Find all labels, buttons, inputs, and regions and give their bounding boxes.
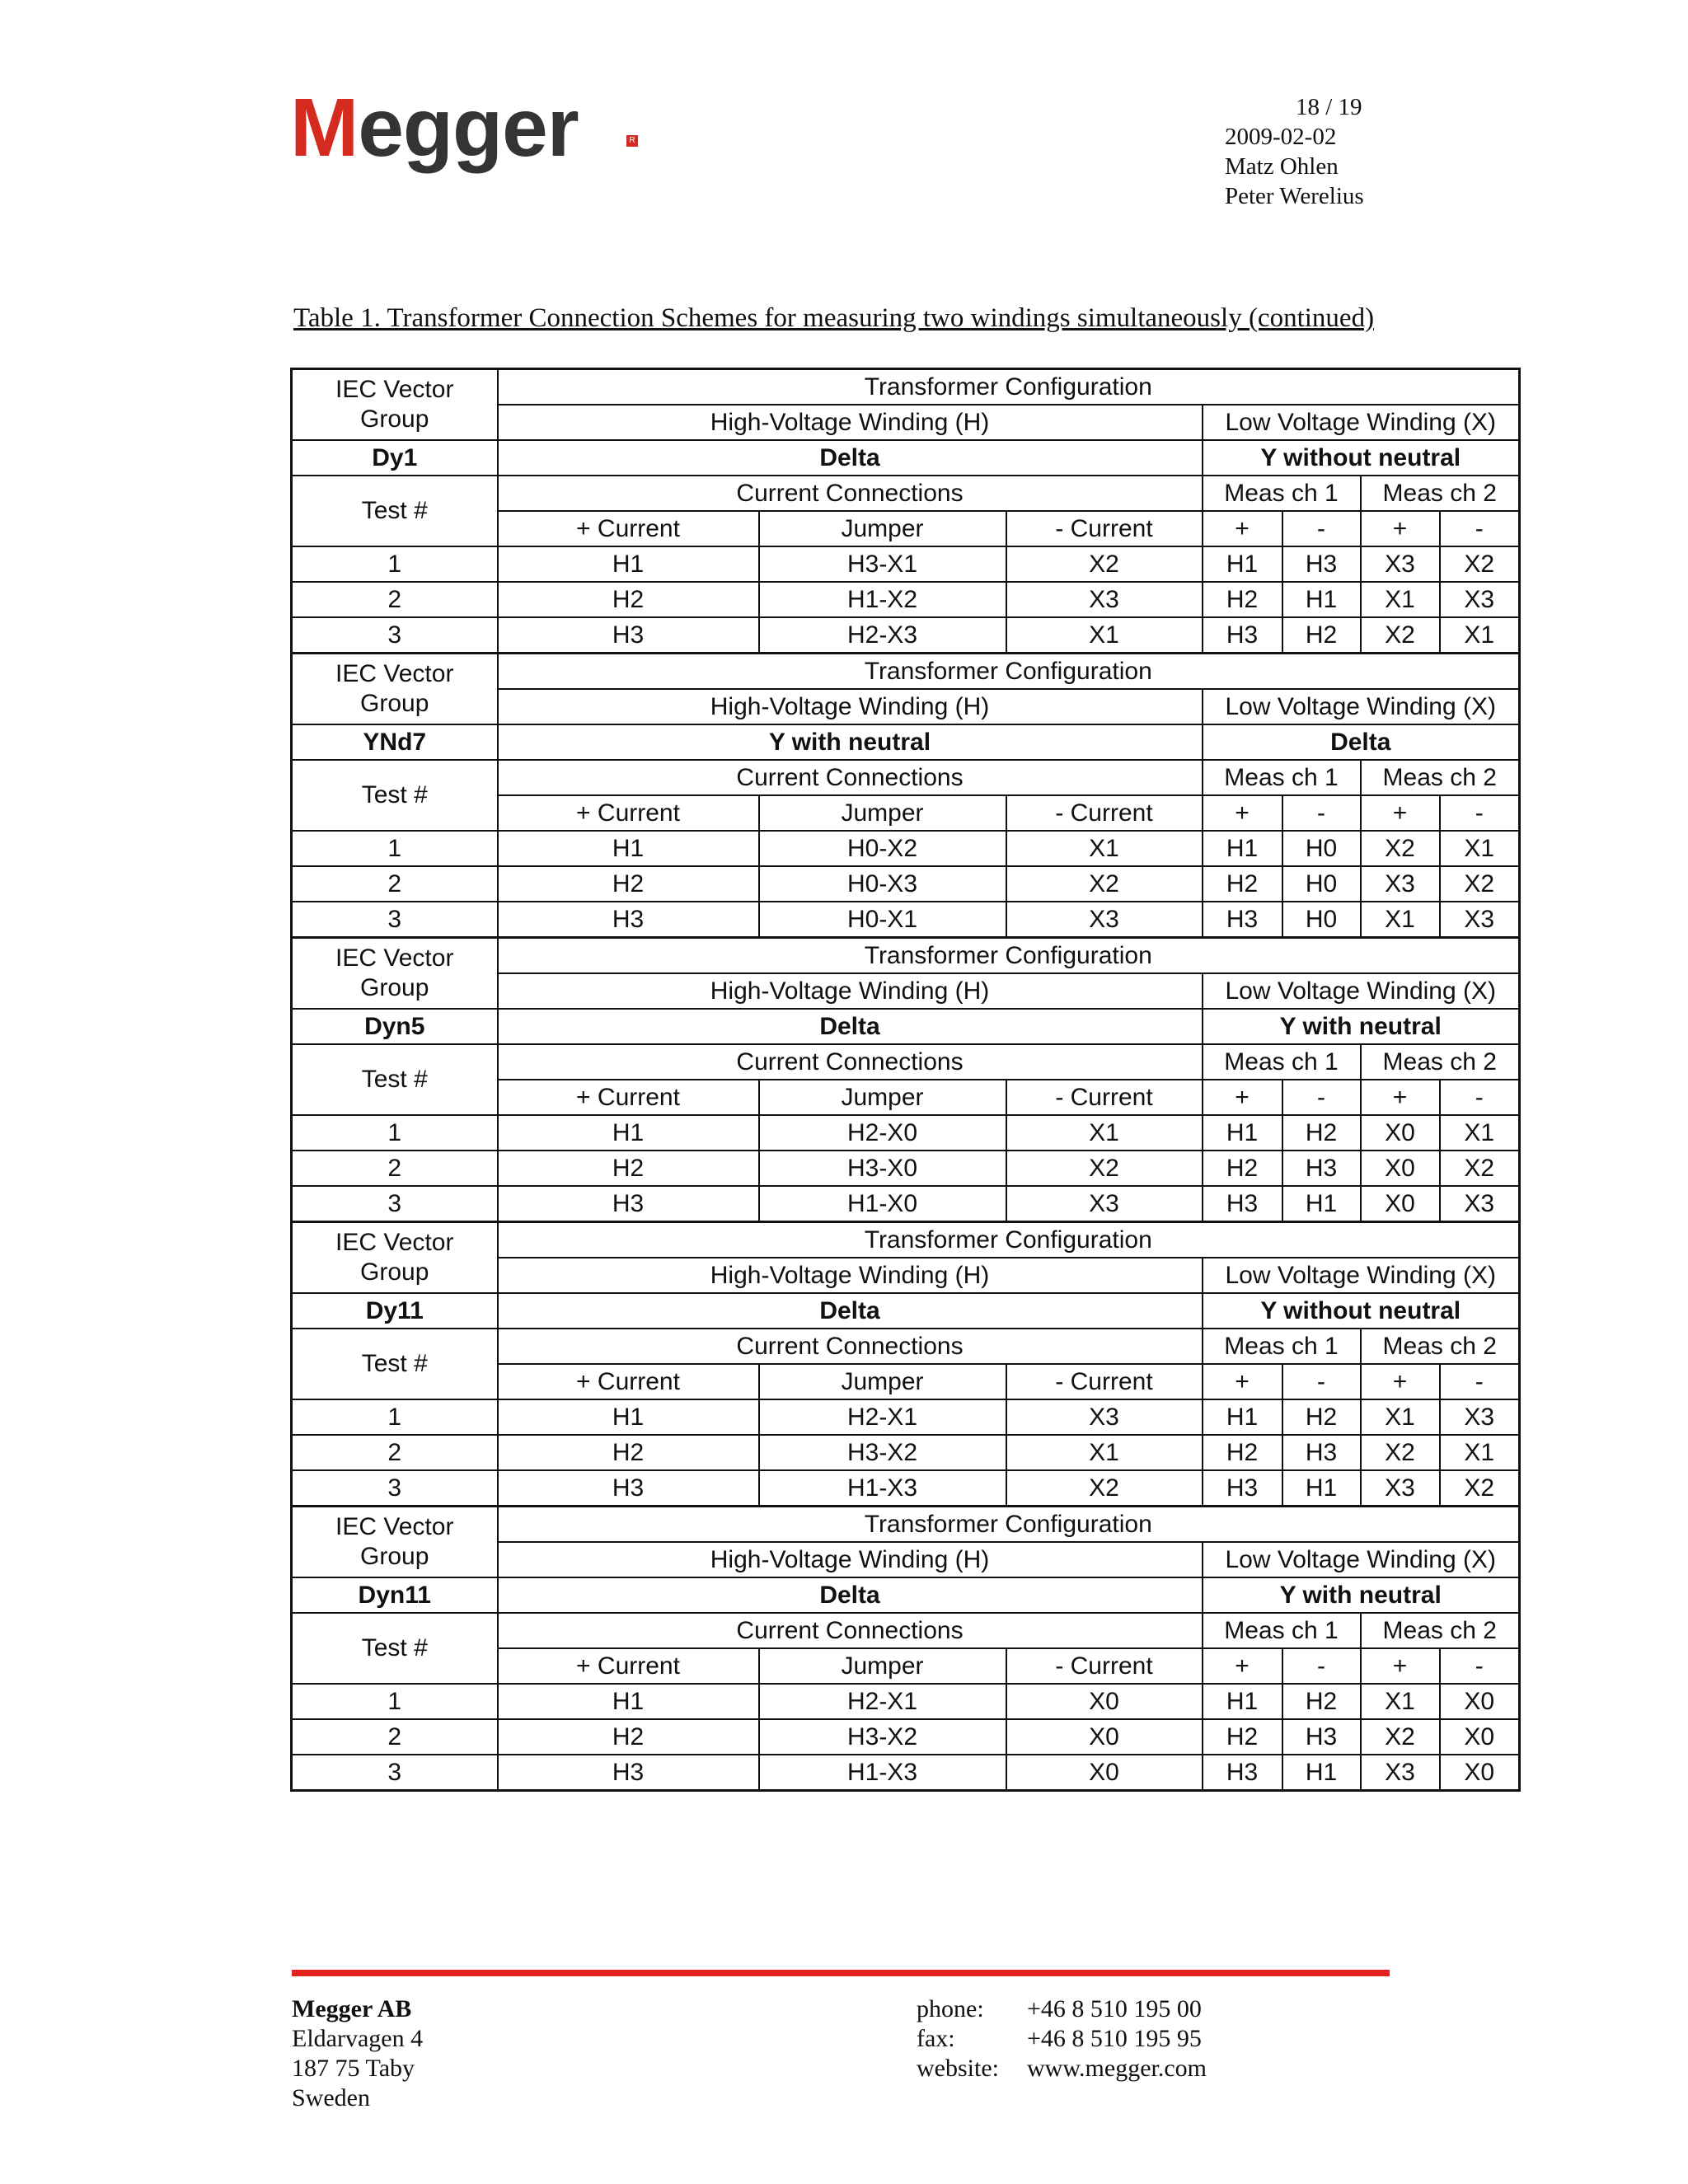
meas2-plus-header: + (1361, 511, 1440, 546)
fax-row (917, 2024, 1207, 2054)
table-cell: 1 (292, 1399, 498, 1435)
hv-winding-header: High-Voltage Winding (H) (498, 973, 1203, 1009)
megger-logo (290, 82, 653, 173)
table-row (292, 617, 1520, 654)
plus-current-header: + Current (498, 1080, 759, 1115)
table-cell: H3 (1203, 1470, 1282, 1507)
table-cell: H2 (498, 582, 759, 617)
phone-value: +46 8 510 195 00 (1027, 1995, 1202, 2022)
group-label-line2: Group (360, 1543, 429, 1570)
table-cell: X0 (1440, 1684, 1520, 1719)
table-cell: H1 (498, 831, 759, 866)
table-cell: H3 (498, 617, 759, 654)
hv-winding-type: Delta (498, 1009, 1203, 1044)
table-cell: H1-X3 (759, 1470, 1006, 1507)
hv-winding-type: Delta (498, 1577, 1203, 1613)
table-cell: H0 (1282, 866, 1361, 902)
table-cell: X2 (1440, 1151, 1520, 1186)
table-cell: X0 (1006, 1684, 1203, 1719)
fax-value: +46 8 510 195 95 (1027, 2025, 1202, 2052)
footer-address (292, 1994, 423, 2113)
table-cell: 3 (292, 1186, 498, 1222)
table-row (292, 654, 1520, 690)
table-row (292, 1329, 1520, 1364)
table-cell: H2 (1203, 582, 1282, 617)
table-cell: X3 (1006, 1186, 1203, 1222)
table-cell: X0 (1440, 1719, 1520, 1755)
table-row (292, 1222, 1520, 1258)
meas1-minus-header: - (1282, 795, 1361, 831)
phone-row (917, 1994, 1207, 2024)
table-cell: H2-X1 (759, 1399, 1006, 1435)
table-cell: H1 (1203, 831, 1282, 866)
table-cell: H3 (1282, 1719, 1361, 1755)
hv-winding-header: High-Voltage Winding (H) (498, 689, 1203, 724)
meas-ch1-header: Meas ch 1 (1203, 1044, 1361, 1080)
table-cell: H1 (1203, 1684, 1282, 1719)
plus-current-header: + Current (498, 1364, 759, 1399)
table-cell: H3 (1203, 1186, 1282, 1222)
group-label-line1: IEC Vector (335, 944, 454, 972)
footer-rule (292, 1970, 1390, 1976)
transformer-config-header: Transformer Configuration (498, 1222, 1520, 1258)
table-cell: X1 (1361, 1684, 1440, 1719)
table-cell: H2 (1282, 1684, 1361, 1719)
group-label-line2: Group (360, 405, 429, 433)
table-cell: X2 (1361, 1719, 1440, 1755)
fax-label: fax: (917, 2025, 955, 2052)
table-cell: 2 (292, 1435, 498, 1470)
table-caption: Table 1. Transformer Connection Schemes for measuring two windings simultaneously (continued) (293, 303, 1375, 333)
table-cell: X3 (1006, 902, 1203, 938)
table-cell: H3 (1282, 546, 1361, 582)
table-cell: H2 (1203, 1719, 1282, 1755)
jumper-header: Jumper (759, 1648, 1006, 1684)
group-label-line2: Group (360, 690, 429, 717)
hv-winding-type: Delta (498, 1293, 1203, 1329)
minus-current-header: - Current (1006, 795, 1203, 831)
table-row (292, 866, 1520, 902)
table-row (292, 1186, 1520, 1222)
jumper-header: Jumper (759, 511, 1006, 546)
table-cell: X0 (1361, 1151, 1440, 1186)
table-cell: X2 (1006, 1470, 1203, 1507)
table-row (292, 1435, 1520, 1470)
table-cell: X1 (1006, 1115, 1203, 1151)
table-cell: X2 (1440, 1470, 1520, 1507)
table-row (292, 476, 1520, 511)
meas-ch2-header: Meas ch 2 (1361, 1329, 1520, 1364)
table-cell: H3 (498, 1470, 759, 1507)
table-cell: 1 (292, 1115, 498, 1151)
table-row (292, 760, 1520, 795)
table-cell: X2 (1361, 617, 1440, 654)
meas1-plus-header: + (1203, 795, 1282, 831)
meas-ch1-header: Meas ch 1 (1203, 760, 1361, 795)
table-row (292, 1115, 1520, 1151)
phone-label: phone: (917, 1995, 984, 2022)
company-name: Megger AB (292, 1995, 412, 2022)
connection-table (290, 368, 1521, 1792)
table-cell: X1 (1361, 582, 1440, 617)
vector-group-value: YNd7 (292, 724, 498, 760)
group-label-line1: IEC Vector (335, 376, 454, 403)
table-cell: H3 (1282, 1151, 1361, 1186)
table-cell: X3 (1006, 1399, 1203, 1435)
current-connections-header: Current Connections (498, 476, 1203, 511)
header-meta (1225, 92, 1364, 211)
jumper-header: Jumper (759, 1080, 1006, 1115)
table-cell: H1 (1282, 1186, 1361, 1222)
table-row (292, 1470, 1520, 1507)
table-row (292, 1719, 1520, 1755)
current-connections-header: Current Connections (498, 1044, 1203, 1080)
meas1-plus-header: + (1203, 1364, 1282, 1399)
meas1-plus-header: + (1203, 1648, 1282, 1684)
lv-winding-type: Y without neutral (1203, 1293, 1520, 1329)
table-row (292, 938, 1520, 974)
table-cell: H2-X0 (759, 1115, 1006, 1151)
iec-vector-group-header (292, 369, 498, 441)
table-row (292, 1684, 1520, 1719)
table-row (292, 831, 1520, 866)
table-cell: X1 (1440, 1435, 1520, 1470)
table-cell: X1 (1440, 617, 1520, 654)
table-cell: X1 (1361, 1399, 1440, 1435)
street: Eldarvagen 4 (292, 2025, 424, 2052)
table-cell: 2 (292, 1151, 498, 1186)
table-cell: H0 (1282, 831, 1361, 866)
table-row (292, 1577, 1520, 1613)
table-cell: H3 (1282, 1435, 1361, 1470)
plus-current-header: + Current (498, 1648, 759, 1684)
table-cell: 2 (292, 866, 498, 902)
footer-contact (917, 1994, 1207, 2083)
transformer-config-header: Transformer Configuration (498, 1507, 1520, 1543)
table-cell: H0-X2 (759, 831, 1006, 866)
vector-group-value: Dy11 (292, 1293, 498, 1329)
table-cell: H1 (498, 1399, 759, 1435)
hv-winding-header: High-Voltage Winding (H) (498, 405, 1203, 440)
plus-current-header: + Current (498, 511, 759, 546)
jumper-header: Jumper (759, 1364, 1006, 1399)
current-connections-header: Current Connections (498, 760, 1203, 795)
table-cell: H2 (1203, 866, 1282, 902)
vector-group-value: Dyn5 (292, 1009, 498, 1044)
table-cell: 3 (292, 1470, 498, 1507)
meas-ch1-header: Meas ch 1 (1203, 1329, 1361, 1364)
table-cell: X0 (1006, 1719, 1203, 1755)
logo-rest: egger (358, 82, 579, 174)
document-date: 2009-02-02 (1225, 124, 1337, 150)
table-cell: H1 (498, 546, 759, 582)
iec-vector-group-header (292, 938, 498, 1010)
lv-winding-header: Low Voltage Winding (X) (1203, 1258, 1520, 1293)
lv-winding-header: Low Voltage Winding (X) (1203, 1542, 1520, 1577)
table-cell: X3 (1440, 1186, 1520, 1222)
table-cell: H2 (498, 866, 759, 902)
table-cell: H1-X2 (759, 582, 1006, 617)
meas2-minus-header: - (1440, 1648, 1520, 1684)
table-cell: H2 (498, 1151, 759, 1186)
logo-first-letter: M (290, 82, 359, 174)
author-1: Matz Ohlen (1225, 153, 1339, 180)
table-cell: H1 (1203, 1399, 1282, 1435)
meas-ch2-header: Meas ch 2 (1361, 476, 1520, 511)
table-cell: X2 (1006, 866, 1203, 902)
table-cell: 1 (292, 546, 498, 582)
table-cell: X1 (1006, 617, 1203, 654)
meas2-plus-header: + (1361, 795, 1440, 831)
test-number-header: Test # (292, 1329, 498, 1399)
table-row (292, 369, 1520, 405)
lv-winding-type: Y without neutral (1203, 440, 1520, 476)
meas1-minus-header: - (1282, 511, 1361, 546)
table-cell: 3 (292, 902, 498, 938)
current-connections-header: Current Connections (498, 1613, 1203, 1648)
group-label-line2: Group (360, 974, 429, 1001)
table-cell: X1 (1006, 831, 1203, 866)
test-number-header: Test # (292, 1613, 498, 1684)
registered-mark-icon: R (626, 135, 638, 147)
table-cell: X3 (1361, 546, 1440, 582)
table-cell: X2 (1361, 831, 1440, 866)
table-cell: H3-X1 (759, 546, 1006, 582)
table-cell: H2-X1 (759, 1684, 1006, 1719)
table-cell: 2 (292, 582, 498, 617)
table-cell: H1 (1282, 582, 1361, 617)
meas2-minus-header: - (1440, 1364, 1520, 1399)
table-cell: X1 (1440, 831, 1520, 866)
table-cell: H3 (1203, 617, 1282, 654)
meas1-minus-header: - (1282, 1080, 1361, 1115)
country: Sweden (292, 2084, 370, 2111)
meas-ch2-header: Meas ch 2 (1361, 1044, 1520, 1080)
table-row (292, 546, 1520, 582)
hv-winding-type: Delta (498, 440, 1203, 476)
meas-ch2-header: Meas ch 2 (1361, 760, 1520, 795)
lv-winding-type: Y with neutral (1203, 1009, 1520, 1044)
logo-wordmark (290, 82, 579, 173)
current-connections-header: Current Connections (498, 1329, 1203, 1364)
hv-winding-header: High-Voltage Winding (H) (498, 1258, 1203, 1293)
table-cell: X1 (1440, 1115, 1520, 1151)
table-row (292, 724, 1520, 760)
group-label-line1: IEC Vector (335, 1229, 454, 1256)
table-cell: X3 (1440, 902, 1520, 938)
iec-vector-group-header (292, 1507, 498, 1578)
table-cell: X0 (1361, 1186, 1440, 1222)
table-cell: H0-X1 (759, 902, 1006, 938)
table-cell: X3 (1361, 1755, 1440, 1791)
page-number: 18 / 19 (1296, 94, 1362, 120)
table-cell: X1 (1006, 1435, 1203, 1470)
table-cell: X1 (1361, 902, 1440, 938)
table-cell: H1 (498, 1115, 759, 1151)
jumper-header: Jumper (759, 795, 1006, 831)
meas1-minus-header: - (1282, 1648, 1361, 1684)
meas2-minus-header: - (1440, 511, 1520, 546)
group-label-line1: IEC Vector (335, 1513, 454, 1540)
table-cell: H1 (1282, 1755, 1361, 1791)
table-cell: X2 (1006, 546, 1203, 582)
hv-winding-type: Y with neutral (498, 724, 1203, 760)
table-cell: H1-X3 (759, 1755, 1006, 1791)
city: 187 75 Taby (292, 2055, 415, 2082)
minus-current-header: - Current (1006, 511, 1203, 546)
transformer-config-header: Transformer Configuration (498, 369, 1520, 405)
meas1-minus-header: - (1282, 1364, 1361, 1399)
table-cell: X2 (1361, 1435, 1440, 1470)
table-row (292, 902, 1520, 938)
table-cell: H3 (1203, 1755, 1282, 1791)
table-cell: H1-X0 (759, 1186, 1006, 1222)
table-cell: X3 (1361, 1470, 1440, 1507)
website-link[interactable]: www.megger.com (1027, 2055, 1207, 2082)
website-row (917, 2054, 1207, 2083)
table-cell: X3 (1440, 1399, 1520, 1435)
table-cell: H3 (498, 1755, 759, 1791)
meas2-minus-header: - (1440, 795, 1520, 831)
table-cell: X3 (1440, 582, 1520, 617)
table-cell: H2-X3 (759, 617, 1006, 654)
table-row (292, 1613, 1520, 1648)
table-cell: X0 (1361, 1115, 1440, 1151)
table-cell: H3 (1203, 902, 1282, 938)
meas2-plus-header: + (1361, 1364, 1440, 1399)
table-row (292, 1151, 1520, 1186)
iec-vector-group-header (292, 1222, 498, 1294)
table-cell: H2 (1282, 1399, 1361, 1435)
group-label-line1: IEC Vector (335, 660, 454, 687)
meas2-plus-header: + (1361, 1080, 1440, 1115)
test-number-header: Test # (292, 760, 498, 831)
table-cell: X0 (1440, 1755, 1520, 1791)
table-cell: H1 (1203, 546, 1282, 582)
table-cell: H3-X0 (759, 1151, 1006, 1186)
table-cell: X2 (1440, 546, 1520, 582)
website-label: website: (917, 2055, 999, 2082)
table-row (292, 1293, 1520, 1329)
table-cell: 3 (292, 617, 498, 654)
table-cell: X3 (1006, 582, 1203, 617)
table-cell: H3 (498, 902, 759, 938)
meas2-minus-header: - (1440, 1080, 1520, 1115)
lv-winding-type: Y with neutral (1203, 1577, 1520, 1613)
table-cell: 2 (292, 1719, 498, 1755)
meas1-plus-header: + (1203, 511, 1282, 546)
table-cell: X2 (1440, 866, 1520, 902)
hv-winding-header: High-Voltage Winding (H) (498, 1542, 1203, 1577)
minus-current-header: - Current (1006, 1364, 1203, 1399)
table-cell: H2 (1203, 1151, 1282, 1186)
table-row (292, 1399, 1520, 1435)
test-number-header: Test # (292, 1044, 498, 1115)
minus-current-header: - Current (1006, 1648, 1203, 1684)
table-row (292, 1044, 1520, 1080)
author-2: Peter Werelius (1225, 183, 1364, 209)
meas2-plus-header: + (1361, 1648, 1440, 1684)
table-cell: H1 (1282, 1470, 1361, 1507)
table-cell: 3 (292, 1755, 498, 1791)
table-cell: H2 (498, 1719, 759, 1755)
meas1-plus-header: + (1203, 1080, 1282, 1115)
table-cell: H3-X2 (759, 1719, 1006, 1755)
table-row (292, 1755, 1520, 1791)
table-cell: X3 (1361, 866, 1440, 902)
table-cell: H3 (498, 1186, 759, 1222)
table-cell: H0-X3 (759, 866, 1006, 902)
table-cell: 1 (292, 831, 498, 866)
table-row (292, 440, 1520, 476)
table-cell: X0 (1006, 1755, 1203, 1791)
table-cell: H0 (1282, 902, 1361, 938)
table-row (292, 1507, 1520, 1543)
table-cell: X2 (1006, 1151, 1203, 1186)
vector-group-value: Dy1 (292, 440, 498, 476)
table-row (292, 582, 1520, 617)
table-cell: H1 (1203, 1115, 1282, 1151)
table-cell: H2 (1203, 1435, 1282, 1470)
meas-ch1-header: Meas ch 1 (1203, 1613, 1361, 1648)
table-cell: H2 (1282, 1115, 1361, 1151)
table-cell: H1 (498, 1684, 759, 1719)
table-cell: H3-X2 (759, 1435, 1006, 1470)
group-label-line2: Group (360, 1258, 429, 1286)
minus-current-header: - Current (1006, 1080, 1203, 1115)
iec-vector-group-header (292, 654, 498, 725)
meas-ch1-header: Meas ch 1 (1203, 476, 1361, 511)
lv-winding-type: Delta (1203, 724, 1520, 760)
transformer-config-header: Transformer Configuration (498, 654, 1520, 690)
test-number-header: Test # (292, 476, 498, 546)
transformer-config-header: Transformer Configuration (498, 938, 1520, 974)
vector-group-value: Dyn11 (292, 1577, 498, 1613)
table-cell: 1 (292, 1684, 498, 1719)
meas-ch2-header: Meas ch 2 (1361, 1613, 1520, 1648)
lv-winding-header: Low Voltage Winding (X) (1203, 973, 1520, 1009)
table-row (292, 1009, 1520, 1044)
table-cell: H2 (498, 1435, 759, 1470)
lv-winding-header: Low Voltage Winding (X) (1203, 405, 1520, 440)
table-cell: H2 (1282, 617, 1361, 654)
plus-current-header: + Current (498, 795, 759, 831)
lv-winding-header: Low Voltage Winding (X) (1203, 689, 1520, 724)
